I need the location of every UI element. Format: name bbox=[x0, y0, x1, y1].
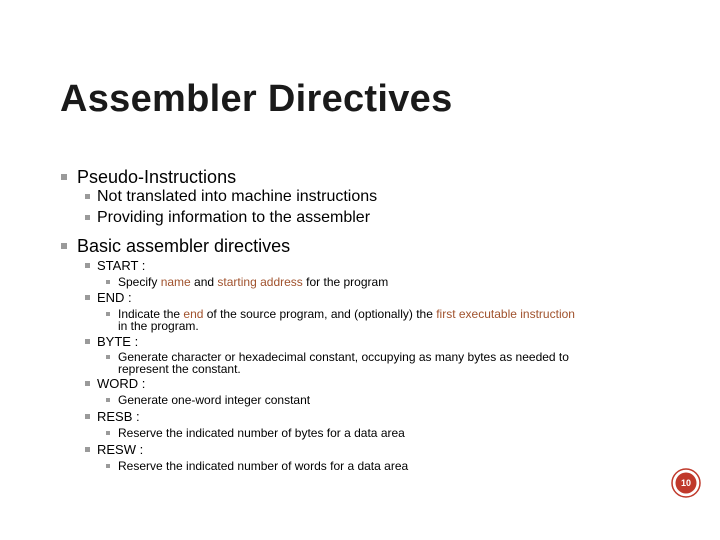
directive-resb bbox=[85, 409, 140, 424]
bullet-providing-information bbox=[85, 209, 370, 227]
bullet-text: Not translated into machine instructions bbox=[97, 188, 378, 205]
bullet-text: Basic assembler directives bbox=[77, 236, 291, 256]
description-text: Specify name and starting address for the program bbox=[118, 275, 389, 289]
directive-start-desc bbox=[106, 276, 388, 288]
square-bullet-icon bbox=[106, 312, 110, 316]
square-bullet-icon bbox=[85, 194, 90, 199]
description-text: Reserve the indicated number of bytes for a data area bbox=[118, 426, 405, 440]
directive-resw-desc bbox=[106, 460, 408, 472]
square-bullet-icon bbox=[85, 295, 90, 300]
square-bullet-icon bbox=[85, 263, 90, 268]
square-bullet-icon bbox=[61, 174, 67, 180]
directive-end bbox=[85, 290, 132, 305]
description-text: Reserve the indicated number of words for a data area bbox=[118, 459, 409, 473]
directive-label: WORD : bbox=[97, 376, 146, 391]
bullet-text: Pseudo-Instructions bbox=[77, 167, 237, 187]
square-bullet-icon bbox=[85, 447, 90, 452]
bullet-text: Providing information to the assembler bbox=[97, 209, 371, 226]
directive-byte-desc bbox=[106, 351, 569, 375]
bullet-pseudo-instructions bbox=[61, 167, 236, 188]
description-text: Generate character or hexadecimal constant, occupying as many bytes as needed to represent the constant. bbox=[118, 350, 569, 376]
square-bullet-icon bbox=[85, 339, 90, 344]
slide-title: Assembler Directives bbox=[60, 78, 453, 120]
square-bullet-icon bbox=[106, 280, 110, 284]
description-text: Generate one-word integer constant bbox=[118, 393, 311, 407]
directive-label: START : bbox=[97, 258, 146, 273]
directive-label: END : bbox=[97, 290, 132, 305]
page-number: 10 bbox=[680, 478, 691, 488]
description-text: Indicate the end of the source program, and (optionally) the first executable instruction in the program. bbox=[118, 307, 575, 333]
directive-label: BYTE : bbox=[97, 334, 139, 349]
directive-resw bbox=[85, 442, 143, 457]
directive-word-desc bbox=[106, 394, 310, 406]
directive-label: RESB : bbox=[97, 409, 140, 424]
square-bullet-icon bbox=[85, 215, 90, 220]
bullet-basic-directives bbox=[61, 236, 290, 257]
page-number-badge bbox=[671, 468, 701, 498]
square-bullet-icon bbox=[85, 414, 90, 419]
square-bullet-icon bbox=[85, 381, 90, 386]
square-bullet-icon bbox=[106, 355, 110, 359]
directive-byte bbox=[85, 334, 138, 349]
square-bullet-icon bbox=[61, 243, 67, 249]
square-bullet-icon bbox=[106, 398, 110, 402]
directive-resb-desc bbox=[106, 427, 405, 439]
square-bullet-icon bbox=[106, 431, 110, 435]
bullet-not-translated bbox=[85, 188, 377, 206]
square-bullet-icon bbox=[106, 464, 110, 468]
directive-word bbox=[85, 376, 145, 391]
directive-end-desc bbox=[106, 308, 575, 332]
directive-start bbox=[85, 258, 145, 273]
directive-label: RESW : bbox=[97, 442, 144, 457]
